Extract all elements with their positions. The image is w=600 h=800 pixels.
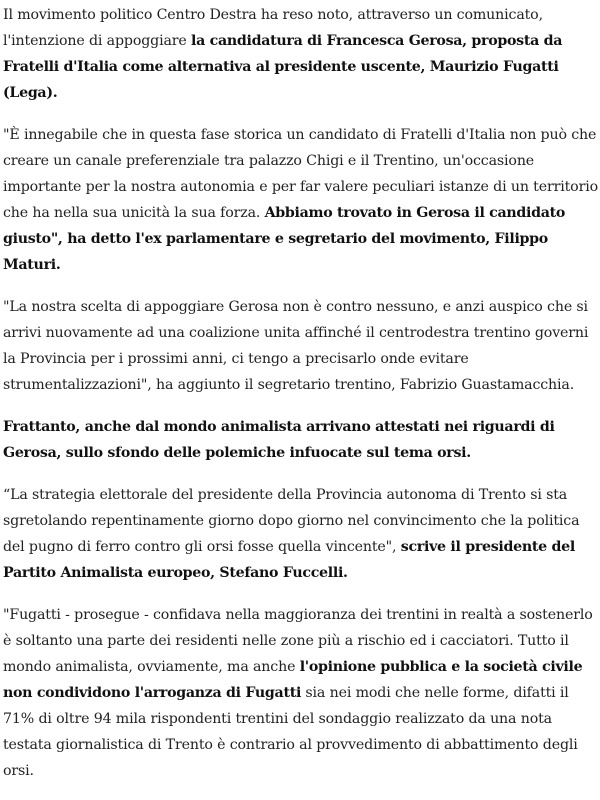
bold-text-segment: Abbiamo trovato in Gerosa il candidato giusto", ha detto l'ex parlamentare e segretario del movimento, Filippo Maturi.: [3, 205, 566, 273]
bold-text-segment: Frattanto, anche dal mondo animalista arrivano attestati nei riguardi di Gerosa, sullo sfondo delle polemiche infuocate sul tema orsi.: [3, 419, 555, 461]
text-segment: sia nei modi che nelle forme, difatti il 71% di oltre 94 mila rispondenti trentini del sondaggio realizzato da una nota testata giornalistica di Trento è contrario al provvedimento di abbattimento degli orsi.: [3, 685, 578, 779]
article-body: [3, 0, 600, 800]
bold-text-segment: l'opinione pubblica e la società civile non condividono l'arroganza di Fugatti: [3, 659, 583, 701]
text-segment: “La strategia elettorale del presidente della Provincia autonoma di Trento si sta sgretolando repentinamente giorno dopo giorno nel convincimento che la politica del pugno di ferro contro gli orsi fosse quella vincente",: [3, 487, 580, 555]
paragraph-centro-destra: [3, 2, 600, 106]
bold-text-segment: scrive il presidente del Partito Animalista europeo, Stefano Fuccelli.: [3, 539, 575, 581]
paragraph-guastamacchia-quote: [3, 294, 600, 398]
text-segment: Il movimento politico Centro Destra ha reso noto, attraverso un comunicato, l'intenzione di appoggiare: [3, 7, 543, 49]
paragraph-animalist-intro: [3, 414, 600, 466]
text-segment: "Fugatti - prosegue - confidava nella maggioranza dei trentini in realtà a sostenerlo è soltanto una parte dei residenti nelle zone più a rischio ed i cacciatori. Tutto il mondo animalista, ovviamente, ma anche: [3, 607, 593, 675]
text-segment: "La nostra scelta di appoggiare Gerosa non è contro nessuno, e anzi auspico che si arrivi nuovamente ad una coalizione unita affinché il centrodestra trentino governi la Provincia per i prossimi anni, ci tengo a precisarlo onde evitare strumentalizzazioni", ha aggiunto il segretario trentino, Fabrizio Guastamacchia.: [3, 299, 589, 393]
text-segment: "È innegabile che in questa fase storica un candidato di Fratelli d'Italia non può che creare un canale preferenziale tra palazzo Chigi e il Trentino, un'occasione importante per la nostra autonomia e per far valere peculiari istanze di un territorio che ha nella sua unicità la sua forza.: [3, 127, 598, 221]
paragraph-fugatti-poll: [3, 602, 600, 784]
paragraph-maturi-quote: [3, 122, 600, 278]
bold-text-segment: la candidatura di Francesca Gerosa, proposta da Fratelli d'Italia come alternativa al presidente uscente, Maurizio Fugatti (Lega).: [3, 33, 563, 101]
paragraph-fuccelli-quote: [3, 482, 600, 586]
